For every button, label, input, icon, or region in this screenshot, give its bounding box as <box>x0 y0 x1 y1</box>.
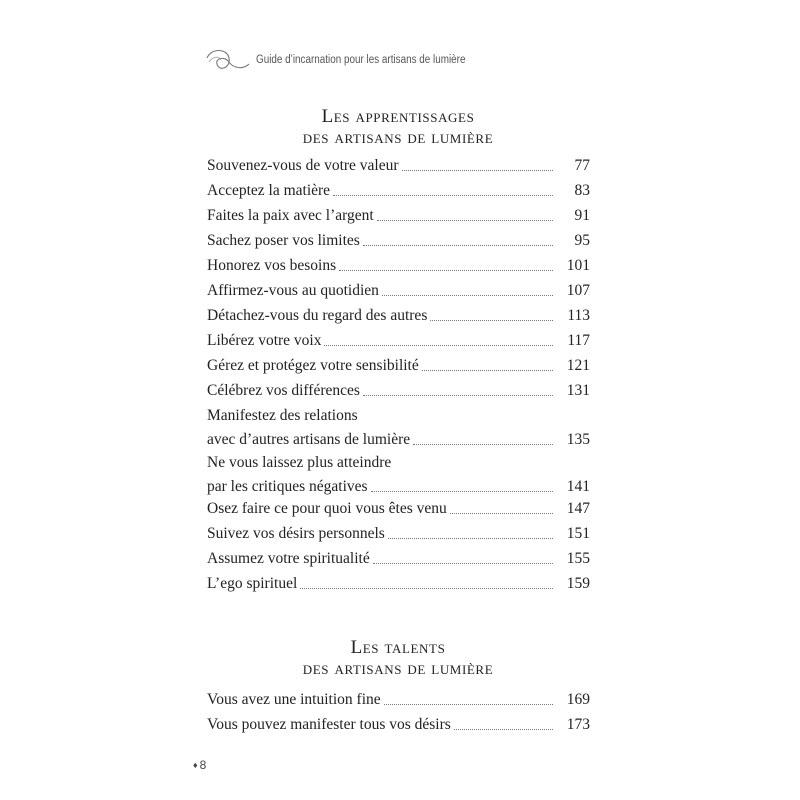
toc-entry-title: Gérez et protégez votre sensibilité <box>207 357 419 374</box>
section-title-talents <box>205 637 591 679</box>
toc-entry-page: 141 <box>566 478 590 495</box>
section-title-apprentissages <box>205 106 591 148</box>
toc-entry-page: 131 <box>566 382 590 399</box>
toc-entry-page: 169 <box>566 691 590 708</box>
toc-entry-page: 91 <box>574 207 590 224</box>
toc-entry[interactable] <box>207 305 590 330</box>
toc-entry[interactable] <box>207 523 590 548</box>
toc-entry[interactable] <box>207 498 590 523</box>
toc-entry[interactable] <box>207 330 590 355</box>
toc-entry-title: Affirmez-vous au quotidien <box>207 282 379 299</box>
toc-entry[interactable] <box>207 714 590 739</box>
toc-entry-title: Osez faire ce pour quoi vous êtes venu <box>207 500 447 517</box>
section-title-line: des artisans de lumière <box>302 658 494 679</box>
toc-entry-title: Célébrez vos différences <box>207 382 360 399</box>
toc-entry[interactable] <box>207 380 590 405</box>
toc-entry-page: 107 <box>566 282 590 299</box>
toc-entry-page: 95 <box>574 232 590 249</box>
toc-entry-title: Suivez vos désirs personnels <box>207 525 385 542</box>
toc-entry-page: 159 <box>566 575 590 592</box>
flourish-ornament-icon <box>205 46 251 74</box>
toc-entry[interactable] <box>207 573 590 598</box>
page-number: 8 <box>199 758 207 772</box>
toc-entry-title: Vous pouvez manifester tous vos désirs <box>207 716 451 733</box>
toc-entry-title: Libérez votre voix <box>207 332 322 349</box>
toc-entry-title-line: avec d’autres artisans de lumière <box>207 431 411 448</box>
toc-entry-title: Souvenez-vous de votre valeur <box>207 157 399 174</box>
toc-entry[interactable] <box>207 155 590 180</box>
toc-entry-title: L’ego spirituel <box>207 575 298 592</box>
toc-entry-page: 101 <box>566 257 590 274</box>
toc-entry-title: Sachez poser vos limites <box>207 232 360 249</box>
toc-entry-page: 151 <box>566 525 590 542</box>
section-title-line: Les talents <box>350 637 446 658</box>
toc-entry[interactable] <box>207 180 590 205</box>
toc-entry-page: 83 <box>574 182 590 199</box>
toc-entry-title-line: Manifestez des relations <box>207 407 358 424</box>
toc-entry[interactable] <box>207 255 590 280</box>
toc-entry[interactable] <box>207 355 590 380</box>
toc-entry[interactable] <box>207 689 590 714</box>
toc-entry-title: Assumez votre spiritualité <box>207 550 370 567</box>
toc-entry-page: 173 <box>566 716 590 733</box>
toc-entry[interactable] <box>207 205 590 230</box>
toc-entry[interactable] <box>207 230 590 255</box>
diamond-icon: ♦ <box>193 760 198 770</box>
toc-entry[interactable] <box>207 452 590 501</box>
toc-entry-page: 77 <box>574 157 590 174</box>
toc-entry-page: 113 <box>567 307 590 324</box>
toc-entry-page: 135 <box>566 431 590 448</box>
toc-entry-page: 155 <box>566 550 590 567</box>
toc-entry-title-line: Ne vous laissez plus atteindre <box>207 454 392 471</box>
section-title-line: Les apprentissages <box>321 106 475 127</box>
toc-entry[interactable] <box>207 405 590 454</box>
toc-entry-title: Acceptez la matière <box>207 182 331 199</box>
running-header-title: Guide d’incarnation pour les artisans de lumière <box>256 54 466 66</box>
section-title-line: des artisans de lumière <box>302 127 494 148</box>
toc-entry[interactable] <box>207 548 590 573</box>
toc-entry-title: Honorez vos besoins <box>207 257 337 274</box>
toc-entry[interactable] <box>207 280 590 305</box>
toc-entry-title: Faites la paix avec l’argent <box>207 207 374 224</box>
toc-entry-title: Vous avez une intuition fine <box>207 691 381 708</box>
toc-entry-page: 121 <box>566 357 590 374</box>
toc-entry-page: 147 <box>566 500 590 517</box>
page-folio <box>193 758 206 772</box>
toc-entry-title: Détachez-vous du regard des autres <box>207 307 428 324</box>
toc-entry-page: 117 <box>567 332 590 349</box>
toc-entry-title-line: par les critiques négatives <box>207 478 368 495</box>
